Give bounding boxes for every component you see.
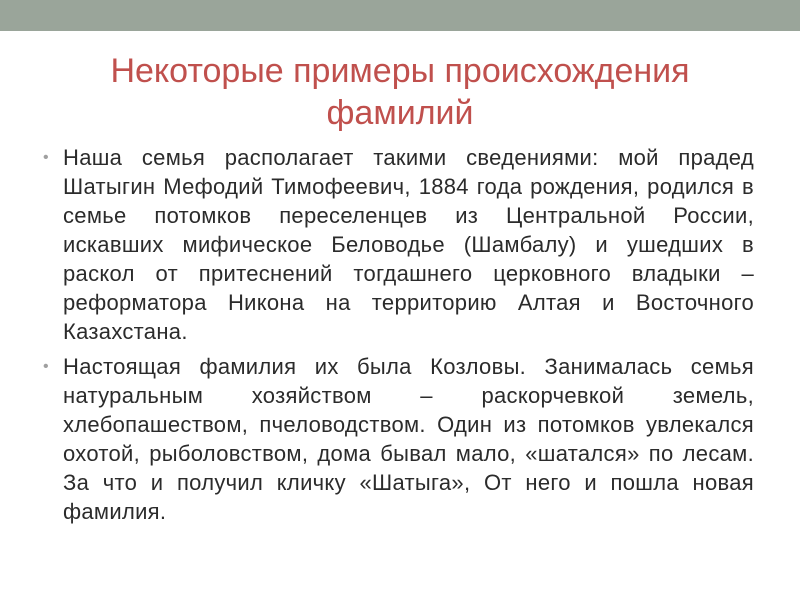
bullet-icon: • xyxy=(43,358,49,375)
top-decorative-bar xyxy=(0,0,800,31)
list-item xyxy=(40,352,754,526)
paragraph-text: Настоящая фамилия их была Козловы. Занималась семья натуральным хозяйством – раскорчевкой земель, хлебопашеством, пчеловодством. Один из потомков увлекался охотой, рыболовством, дома бывал мало, «шатался» по лесам. За что и получил кличку «Шатыга», От него и пошла новая фамилия. xyxy=(63,354,754,524)
paragraph-text: Наша семья располагает такими сведениями: мой прадед Шатыгин Мефодий Тимофеевич, 1884 года рождения, родился в семье потомков переселенцев из Центральной России, искавших мифическое Беловодье (Шамбалу) и ушедших в раскол от притеснений тогдашнего церковного владыки – реформатора Никона на территорию Алтая и Восточного Казахстана. xyxy=(63,145,754,344)
bullet-icon: • xyxy=(43,149,49,166)
slide-title: Некоторые примеры происхождения фамилий xyxy=(110,52,690,132)
list-item xyxy=(40,143,754,346)
bullet-list xyxy=(40,143,754,532)
